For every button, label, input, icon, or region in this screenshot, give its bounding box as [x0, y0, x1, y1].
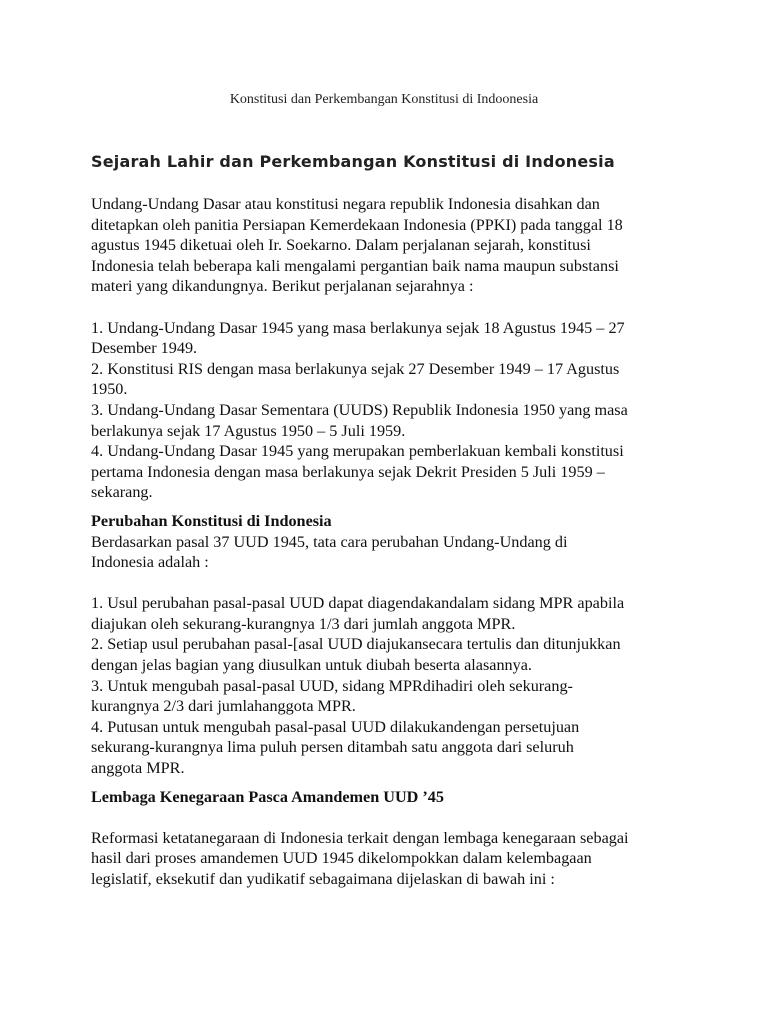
text-line: Indonesia telah beberapa kali mengalami pergantian baik nama maupun substansi [91, 256, 619, 275]
institutions-paragraph [91, 828, 691, 890]
document-title: Konstitusi dan Perkembangan Konstitusi di Indoonesia [229, 92, 539, 107]
list-item-line: anggota MPR. [91, 759, 185, 778]
section-heading-institutions: Lembaga Kenegaraan Pasca Amandemen UUD ’45 [91, 787, 444, 806]
list-item-line: 4. Putusan untuk mengubah pasal-pasal UUD dilakukandengan persetujuan [91, 717, 580, 736]
text-line: materi yang dikandungnya. Berikut perjalanan sejarahnya : [91, 277, 474, 296]
amendment-list [91, 593, 691, 778]
list-item-line: 2. Konstitusi RIS dengan masa berlakunya sejak 27 Desember 1949 – 17 Agustus [91, 359, 620, 378]
list-item-line: 3. Untuk mengubah pasal-pasal UUD, sidang MPRdihadiri oleh sekurang- [91, 676, 573, 695]
section-heading-amendment: Perubahan Konstitusi di Indonesia [91, 511, 332, 530]
list-item-line: 1. Undang-Undang Dasar 1945 yang masa berlakunya sejak 18 Agustus 1945 – 27 [91, 318, 625, 337]
list-item-line: berlakunya sejak 17 Agustus 1950 – 5 Juli 1959. [91, 421, 406, 440]
list-item-line: pertama Indonesia dengan masa berlakunya sejak Dekrit Presiden 5 Juli 1959 – [91, 462, 605, 481]
text-line: Indonesia adalah : [91, 553, 209, 572]
list-item-line: dengan jelas bagian yang diusulkan untuk diubah beserta alasannya. [91, 656, 532, 675]
amendment-intro [91, 532, 691, 573]
document-body [91, 194, 691, 890]
intro-paragraph [91, 194, 691, 297]
text-line: agustus 1945 diketuai oleh Ir. Soekarno. Dalam perjalanan sejarah, konstitusi [91, 236, 591, 255]
list-item-line: sekarang. [91, 483, 153, 502]
list-item-line: 1. Usul perubahan pasal-pasal UUD dapat diagendakandalam sidang MPR apabila [91, 594, 625, 613]
text-line: Undang-Undang Dasar atau konstitusi negara republik Indonesia disahkan dan [91, 195, 600, 213]
list-item-line: sekurang-kurangnya lima puluh persen ditambah satu anggota dari seluruh [91, 738, 574, 757]
list-item-line: kurangnya 2/3 dari jumlahanggota MPR. [91, 697, 356, 716]
text-line: Reformasi ketatanegaraan di Indonesia terkait dengan lembaga kenegaraan sebagai [91, 828, 629, 847]
list-item-line: 1950. [91, 380, 128, 399]
list-item-line: 4. Undang-Undang Dasar 1945 yang merupakan pemberlakuan kembali konstitusi [91, 442, 624, 461]
section-heading-history: Sejarah Lahir dan Perkembangan Konstitusi di Indonesia [91, 152, 615, 171]
list-item-line: 3. Undang-Undang Dasar Sementara (UUDS) Republik Indonesia 1950 yang masa [91, 400, 628, 419]
list-item-line: 2. Setiap usul perubahan pasal-[asal UUD diajukansecara tertulis dan ditunjukkan [91, 635, 621, 654]
list-item-line: Desember 1949. [91, 339, 198, 358]
text-line: Berdasarkan pasal 37 UUD 1945, tata cara perubahan Undang-Undang di [91, 532, 568, 551]
history-list [91, 318, 691, 503]
text-line: ditetapkan oleh panitia Persiapan Kemerdekaan Indonesia (PPKI) pada tanggal 18 [91, 215, 623, 234]
list-item-line: diajukan oleh sekurang-kurangnya 1/3 dari jumlah anggota MPR. [91, 614, 516, 633]
text-line: hasil dari proses amandemen UUD 1945 dikelompokkan dalam kelembagaan [91, 849, 592, 868]
text-line: legislatif, eksekutif dan yudikatif sebagaimana dijelaskan di bawah ini : [91, 870, 555, 888]
